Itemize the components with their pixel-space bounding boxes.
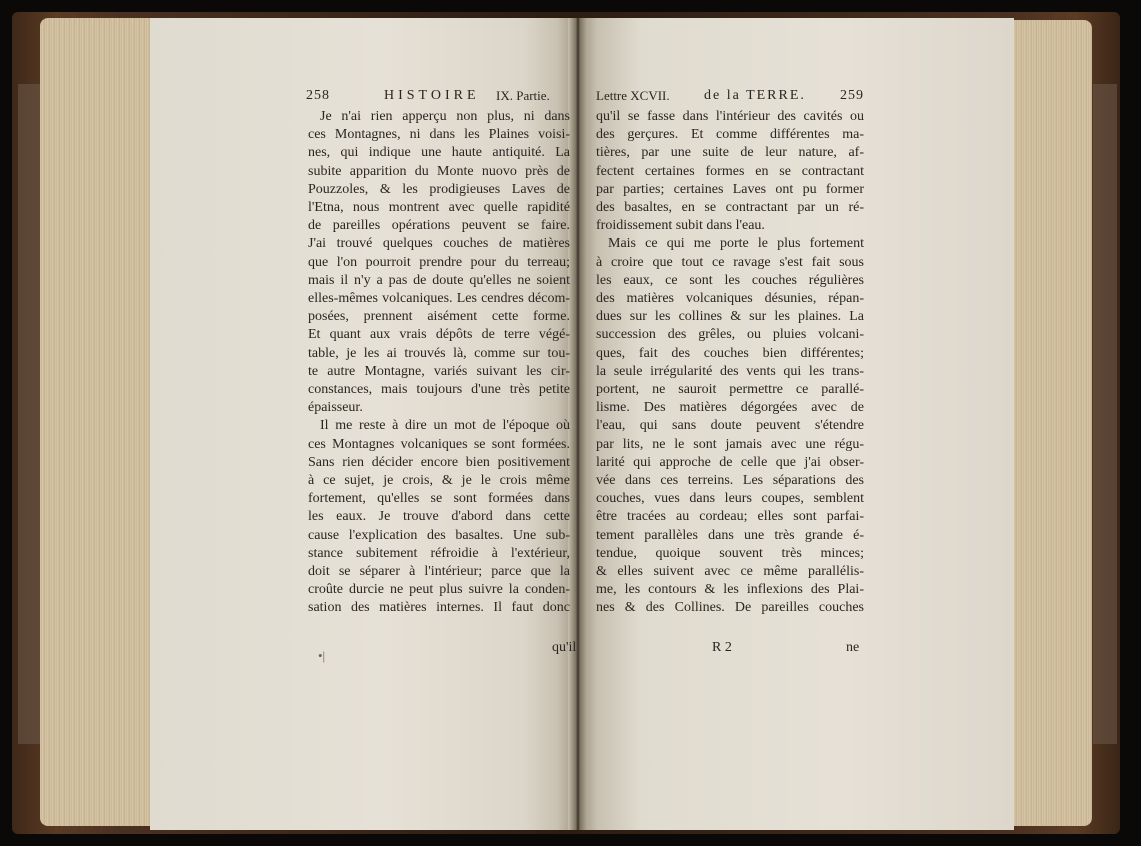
text-line: nes & des Collines. De pareilles couches [596, 600, 864, 616]
text-line: me, les contours & les inflexions des Plai- [596, 582, 864, 598]
text-line: de pareilles opérations peuvent se faire. [308, 218, 570, 234]
text-line: croûte durcie ne peut plus suivre la conden- [308, 582, 570, 598]
text-line: ces Montagnes, ni dans les Plaines voisi- [308, 127, 570, 143]
text-line: à ce sujet, je crois, & je le crois même [308, 473, 570, 489]
text-line: par lits, ne le sont jamais avec une régu- [596, 436, 864, 452]
text-line: Mais ce qui me porte le plus fortement [608, 236, 864, 252]
text-line: sation des matières internes. Il faut donc [308, 600, 570, 616]
text-line: tement parallèles dans une très grande é- [596, 527, 864, 543]
cover-edge-left [18, 84, 40, 744]
text-line: les eaux, ce sont les couches régulières [596, 272, 864, 288]
left-running-head [306, 88, 572, 104]
text-line: Je n'ai rien apperçu non plus, ni dans [320, 109, 570, 124]
right-running-title: de la TERRE. [704, 88, 806, 103]
text-line: succession des grêles, ou pluies volcani- [596, 327, 864, 343]
text-line: ques, fait des couches bien différentes; [596, 345, 864, 361]
book-gutter [568, 18, 588, 830]
left-body-text [308, 108, 570, 618]
text-line: nes, qui indique une haute antiquité. La [308, 145, 570, 161]
left-catchword: qu'il [552, 640, 577, 655]
text-line: cause l'explication des basaltes. Une sub- [308, 527, 570, 543]
left-folio: 258 [306, 88, 330, 103]
text-line: subite apparition du Monte nuovo près de [308, 163, 570, 179]
text-line: mais il n'y a pas de doute qu'elles ne soient [308, 272, 570, 288]
text-line: couches, vues dans leurs coupes, semblent [596, 491, 864, 507]
text-line: épaisseur. [308, 400, 363, 416]
cover-edge-right [1093, 84, 1117, 744]
right-body-text [596, 108, 864, 618]
text-line: Sans rien décider encore bien positivement [308, 454, 570, 470]
text-line: être tracées au cordeau; elles sont parfai- [596, 509, 864, 525]
text-line: table, je les ai trouvés là, comme sur tou- [308, 345, 570, 361]
text-line: Pouzzoles, & les prodigieuses Laves de [308, 181, 570, 197]
text-line: fectent certaines formes en se contractant [596, 163, 864, 179]
text-line: constances, mais toujours d'une très petite [308, 382, 570, 398]
text-line: des basaltes, en se contractant par un ré- [596, 200, 864, 216]
text-line: les eaux. Je trouve d'abord dans cette [308, 509, 570, 525]
text-line: l'eau, qui sans doute peuvent s'étendre [596, 418, 864, 434]
text-line: posées, prennent aisément cette forme. [308, 309, 570, 325]
text-line: ces Montagnes volcaniques se sont formées. [308, 436, 570, 452]
text-line: par parties; certaines Laves ont pu former [596, 181, 864, 197]
page-edges-left [40, 18, 152, 826]
text-line: te autre Montagne, variés suivant les cir- [308, 363, 570, 379]
text-line: stance subitement réfroidie à l'extérieur, [308, 545, 570, 561]
text-line: dues sur les collines & sur les plaines. La [596, 309, 864, 325]
text-line: lisme. Des matières dégorgées avec de [596, 400, 864, 416]
text-line: froidissement subit dans l'eau. [596, 218, 765, 234]
text-line: la seule irrégularité des vents qui les trans- [596, 363, 864, 379]
text-line: qu'il se fasse dans l'intérieur des cavités ou [596, 109, 864, 124]
left-running-title: HISTOIRE [384, 88, 480, 103]
text-line: vée dans ces terreins. Les séparations des [596, 473, 864, 489]
text-line: doit se séparer à l'intérieur; parce que la [308, 564, 570, 580]
text-line: portent, ne sauroit permettre ce parallé- [596, 382, 864, 398]
text-line: Et quant aux vrais dépôts de terre végé- [308, 327, 570, 343]
right-signature: R 2 [712, 640, 732, 655]
right-part-label: Lettre XCVII. [596, 88, 670, 103]
right-catchword: ne [846, 640, 860, 655]
text-line: fortement, qu'elles se sont formées dans [308, 491, 570, 507]
text-line: des matières volcaniques désunies, répan- [596, 291, 864, 307]
left-margin-mark: •| [318, 648, 326, 663]
text-line: des gerçures. Et comme différentes ma- [596, 127, 864, 143]
text-line: l'Etna, nous montrent avec quelle rapidité [308, 200, 570, 216]
left-part-label: IX. Partie. [496, 88, 550, 103]
text-line: & elles suivent avec ce même parallélis- [596, 564, 864, 580]
text-line: larité qui approche de celle que j'ai obser- [596, 454, 864, 470]
text-line: elles-mêmes volcaniques. Les cendres décom- [308, 291, 570, 307]
page-edges-right [1012, 20, 1092, 826]
text-line: à croire que tout ce ravage s'est fait sous [596, 254, 864, 270]
text-line: tendue, quoique souvent très minces; [596, 545, 864, 561]
right-folio: 259 [840, 88, 864, 103]
text-line: J'ai trouvé quelques couches de matières [308, 236, 570, 252]
text-line: que l'on pourroit prendre pour du terreau; [308, 254, 570, 270]
text-line: tières, par une suite de leur nature, af- [596, 145, 864, 161]
text-line: Il me reste à dire un mot de l'époque où [320, 418, 570, 434]
